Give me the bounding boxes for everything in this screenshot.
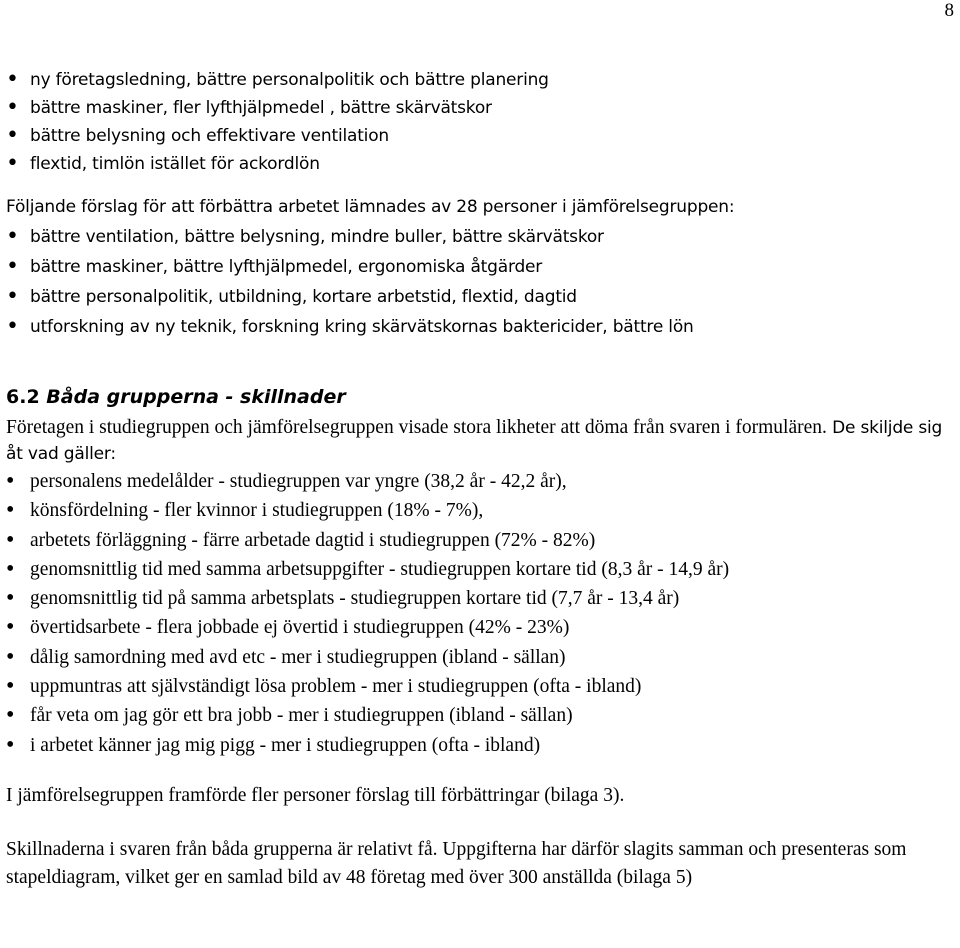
paragraph-suggestions: I jämförelsegruppen framförde fler personer förslag till förbättringar (bilaga 3). xyxy=(6,784,625,806)
list-item: • genomsnittlig tid på samma arbetsplats - studiegruppen kortare tid (7,7 år - 13,4 år) xyxy=(6,584,956,613)
list-item: • könsfördelning - fler kvinnor i studiegruppen (18% - 7%), xyxy=(6,496,956,525)
list-item: • bättre ventilation, bättre belysning, mindre buller, bättre skärvätskor xyxy=(6,222,956,252)
list-item: • övertidsarbete - flera jobbade ej övertid i studiegruppen (42% - 23%) xyxy=(6,613,956,642)
section-number: 6.2 xyxy=(6,386,40,408)
section-intro-text: Företagen i studiegruppen och jämförelsegruppen visade stora likheter att döma från svaren i formulären. xyxy=(6,417,827,438)
list-item: • utforskning av ny teknik, forskning kring skärvätskornas baktericider, bättre lön xyxy=(6,312,956,342)
list-item: • i arbetet känner jag mig pigg - mer i studiegruppen (ofta - ibland) xyxy=(6,731,956,760)
list-item: • genomsnittlig tid med samma arbetsuppgifter - studiegruppen kortare tid (8,3 år - 14,9 år) xyxy=(6,555,956,584)
section-heading xyxy=(6,382,956,412)
differences-list xyxy=(6,467,956,760)
improvement-list-comparison-group xyxy=(6,222,956,342)
section-intro-lead: De skiljde sig åt vad gäller: xyxy=(6,418,943,464)
list-item: • personalens medelålder - studiegruppen var yngre (38,2 år - 42,2 år), xyxy=(6,467,956,496)
improvement-list-study-group xyxy=(6,66,956,178)
list-item: • arbetets förläggning - färre arbetade dagtid i studiegruppen (72% - 82%) xyxy=(6,526,956,555)
list-item: • bättre maskiner, bättre lyfthjälpmedel, ergonomiska åtgärder xyxy=(6,252,956,282)
section-title: Båda grupperna - skillnader xyxy=(39,386,346,408)
document-body xyxy=(6,66,956,892)
page-number: 8 xyxy=(944,0,954,21)
comparison-group-intro: Följande förslag för att förbättra arbetet lämnades av 28 personer i jämförelsegruppen: xyxy=(6,197,735,217)
list-item: • bättre belysning och effektivare ventilation xyxy=(6,122,956,150)
paragraph-summary: Skillnaderna i svaren från båda grupperna är relativt få. Uppgifterna har därför slagits samman och presenteras som stapeldiagram, vilket ger en samlad bild av 48 företag med över 300 anställda (bilaga 5) xyxy=(6,838,907,888)
section-intro xyxy=(6,415,956,467)
list-item: • flextid, timlön istället för ackordlön xyxy=(6,150,956,178)
list-item: • bättre maskiner, fler lyfthjälpmedel , bättre skärvätskor xyxy=(6,94,956,122)
list-item: • dålig samordning med avd etc - mer i studiegruppen (ibland - sällan) xyxy=(6,643,956,672)
list-item: • får veta om jag gör ett bra jobb - mer i studiegruppen (ibland - sällan) xyxy=(6,701,956,730)
list-item: • bättre personalpolitik, utbildning, kortare arbetstid, flextid, dagtid xyxy=(6,282,956,312)
list-item: • uppmuntras att självständigt lösa problem - mer i studiegruppen (ofta - ibland) xyxy=(6,672,956,701)
list-item: • ny företagsledning, bättre personalpolitik och bättre planering xyxy=(6,66,956,94)
